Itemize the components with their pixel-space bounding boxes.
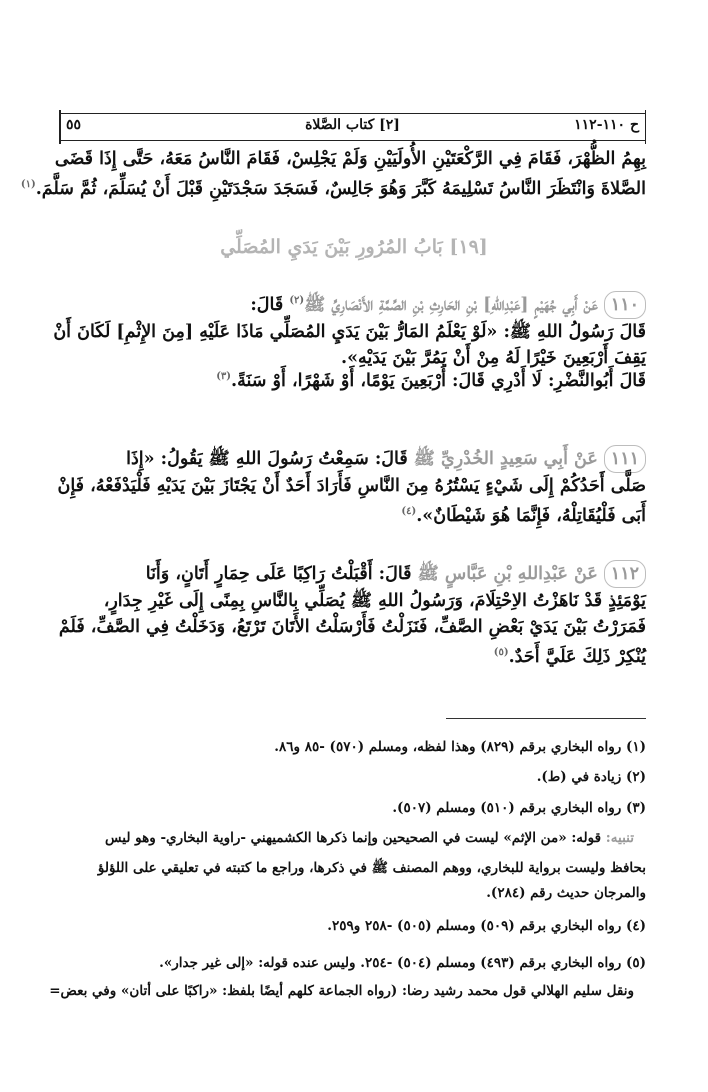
footnote-ref: (٤) (401, 506, 417, 517)
footnote-separator (446, 718, 646, 719)
footnote-5: (٥) رواه البخاري برقم (٤٩٣) ومسلم (٥٠٤) -٢٥٤. وليس عنده قوله: «إلى غير جدار». (159, 955, 646, 971)
hadith-text: يُنْكِرْ ذَلِكَ عَلَيَّ أَحَدٌ. (508, 646, 646, 667)
intro-line: بِهِمُ الظُّهْرَ، فَقَامَ فِي الرَّكْعَتَيْنِ الأُولَيَيْنِ وَلَمْ يَجْلِسْ، فَقَامَ النَّاسُ مَعَهُ، حَتَّى إِذَا قَضَى (54, 149, 646, 169)
hadith-line (62, 560, 646, 588)
footnote-3: (٣) رواه البخاري برقم (٥١٠) ومسلم (٥٠٧). (392, 800, 646, 816)
footnote-2: (٢) زيادة في (ط). (536, 769, 646, 785)
hadith-number-badge: ١١١ (604, 445, 646, 473)
hadith-number-badge: ١١٢ (604, 560, 646, 588)
hadith-number-badge: ١١٠ (604, 291, 646, 319)
hadith-line (62, 364, 646, 394)
hadith-line (62, 288, 646, 319)
hadith-text: أَبَى فَلْيُقَاتِلْهُ، فَإِنَّمَا هُوَ شَيْطَانٌ». (416, 505, 646, 526)
hadith-text: قَالَ أَبُوالنَّضْرِ: لَا أَدْرِي قَالَ: أَرْبَعِينَ يَوْمًا، أَوْ شَهْرًا، أَوْ سَنَةً. (231, 370, 646, 391)
footnote-ref: (١) (20, 179, 36, 190)
narrator-chain: عَنْ أَبِي جُهَيْمٍ [عَبْدِاللهِ] بْنِ الحَارِثِ بْنِ الصِّمَّةِ الأَنْصَارِيِّ ﷺ (304, 294, 598, 315)
narrator-chain: عَنْ عَبْدِاللهِ بْنِ عَبَّاسٍ ﷺ (417, 564, 598, 584)
intro-line (20, 172, 646, 202)
footnote-4: (٤) رواه البخاري برقم (٥٠٩) ومسلم (٥٠٥) -٢٥٨ و٢٥٩. (327, 918, 646, 934)
footnote-ref: (٥) (493, 647, 509, 658)
narrator-chain: عَنْ أَبِي سَعِيدٍ الخُدْرِيِّ ﷺ (413, 449, 598, 469)
note-text: قوله: «من الإثم» ليست في الصحيحين وإنما ذكرها الكشميهني -راوية البخاري- وهو ليس (105, 830, 602, 846)
hadith-text: قَالَ: سَمِعْتُ رَسُولَ اللهِ ﷺ يَقُولُ: «إِذَا (126, 449, 408, 469)
note-marker: تنبيه: (605, 830, 634, 846)
footnote-ref: (٣) (216, 371, 232, 382)
page-number: ٥٥ (66, 117, 82, 133)
hadith-line (62, 499, 646, 529)
hadith-line: قَالَ رَسُولُ اللهِ ﷺ: «لَوْ يَعْلَمُ المَارُّ بَيْنَ يَدَيِ المُصَلِّي مَاذَا عَلَيْهِ [مِنَ الإِثْمِ] لَكَانَ أَنْ (53, 321, 646, 342)
footnote-5-note: ونقل سليم الهلالي قول محمد رشيد رضا: (رواه الجماعة كلهم أيضًا بلفظ: «راكبًا على أتان» وفي بعض= (49, 983, 634, 999)
hadith-text: قَالَ: (250, 294, 284, 315)
footnote-1: (١) رواه البخاري برقم (٨٢٩) وهذا لفظه، ومسلم (٥٧٠) -٨٥ و٨٦. (274, 739, 646, 755)
hadith-110 (53, 288, 646, 371)
intro-text: الصَّلاةَ وَانْتَظَرَ النَّاسُ تَسْلِيمَهُ كَبَّرَ وَهُوَ جَالِسٌ، فَسَجَدَ سَجْدَتَيْنِ قَبْلَ أَنْ يُسَلِّمَ، ثُمَّ سَلَّمَ. (35, 178, 646, 199)
hadith-line (62, 445, 646, 473)
hadith-line: يَوْمَئِذٍ قَدْ نَاهَزْتُ الاِحْتِلَامَ، وَرَسُولُ اللهِ ﷺ يُصَلِّي بِالنَّاسِ بِمِنًى إِلَى غَيْرِ جِدَارٍ، (103, 591, 646, 611)
hadith-range: ح ١١٠-١١٢ (574, 117, 639, 133)
hadith-112 (58, 560, 646, 670)
footnote-3-note: بحافظ وليست برواية للبخاري، ووهم المصنف ﷺ في ذكرها، وراجع ما كتبته في تعليقي على اللؤلؤ (97, 860, 646, 876)
running-header (60, 113, 645, 141)
footnote-3-note: والمرجان حديث رقم (٢٨٤). (486, 885, 646, 901)
book-title: [٢] كتاب الصَّلاة (305, 117, 400, 133)
hadith-line: يَقِفَ أَرْبَعِينَ خَيْرًا لَهُ مِنْ أَنْ يَمُرَّ بَيْنَ يَدَيْهِ». (340, 347, 646, 368)
hadith-line: فَمَرَرْتُ بَيْنَ يَدَيْ بَعْضِ الصَّفِّ، فَنَزَلْتُ فَأَرْسَلْتُ الأَتَانَ تَرْتَعُ، وَدَخَلْتُ فِي الصَّفِّ، فَلَمْ (58, 617, 646, 637)
hadith-line (62, 640, 646, 670)
hadith-text: قَالَ: أَقْبَلْتُ رَاكِبًا عَلَى حِمَارٍ أَتَانٍ، وَأَنَا (145, 564, 412, 584)
intro-paragraph (20, 146, 646, 202)
footnote-ref: (٢) (289, 295, 305, 306)
chapter-heading: [١٩] بَابُ المُرُورِ بَيْنَ يَدَيِ المُصَلِّي (220, 236, 488, 258)
hadith-110-comment (62, 364, 646, 394)
footnote-3-note (62, 827, 634, 849)
hadith-111 (57, 445, 646, 529)
hadith-line: صَلَّى أَحَدُكُمْ إِلَى شَيْءٍ يَسْتُرُهُ مِنَ النَّاسِ فَأَرَادَ أَحَدٌ أَنْ يَجْتَازَ بَيْنَ يَدَيْهِ فَلْيَدْفَعْهُ، فَإِنْ (57, 476, 646, 496)
